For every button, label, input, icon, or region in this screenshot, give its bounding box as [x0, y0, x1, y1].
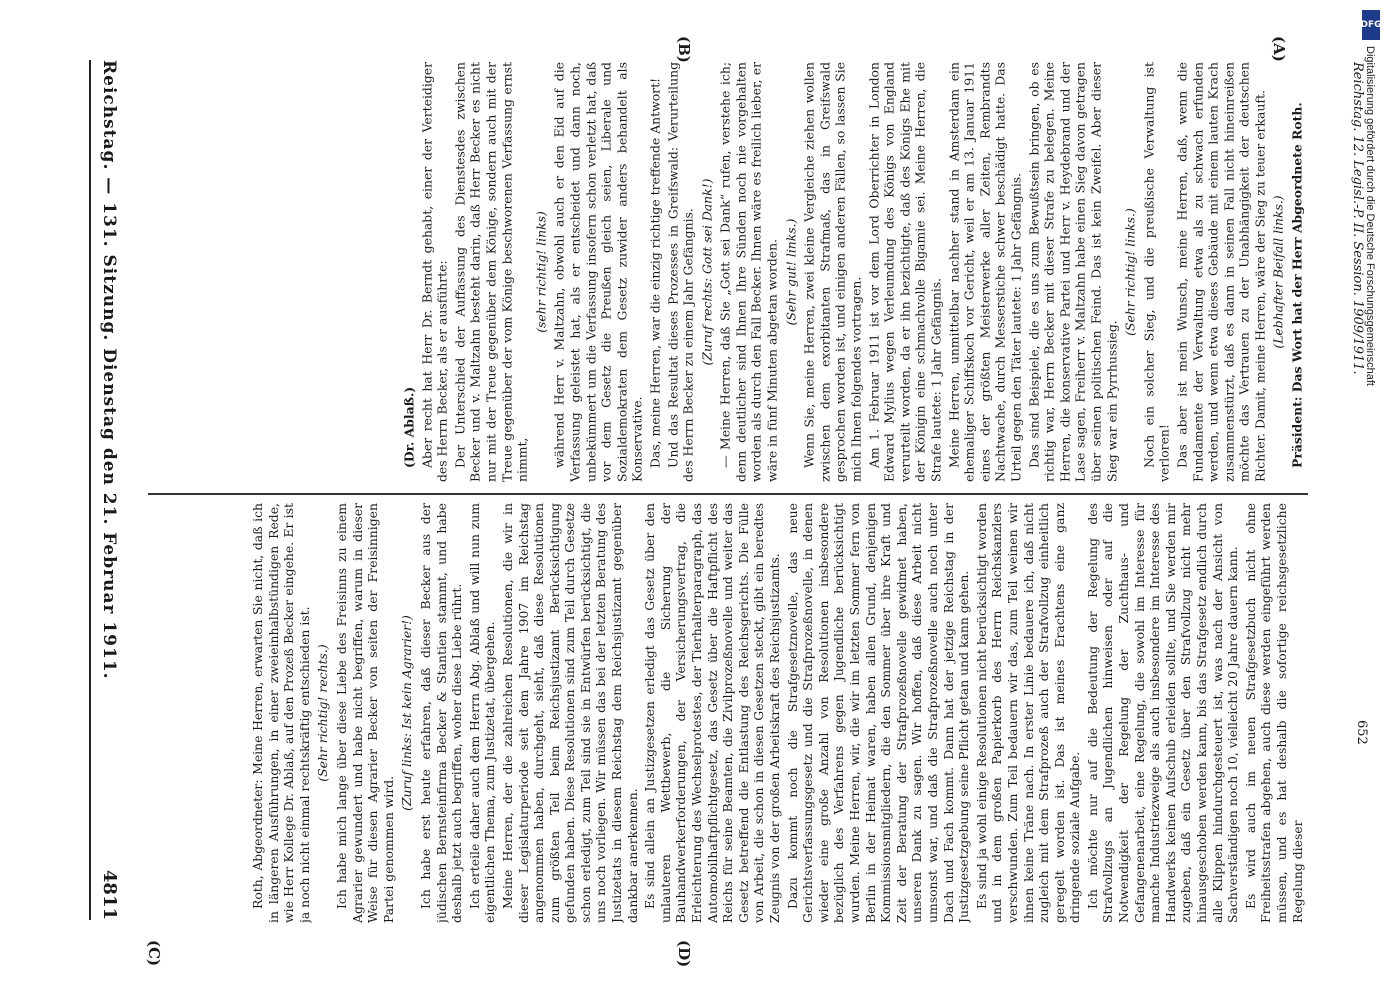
left-column-text	[401, 62, 1305, 482]
paragraph: Ich möchte nur auf die Bedeutung der Regelung des Strafvollzugs an Jugendlichen hinweisen oder auf die Notwendigkeit der Regelung der Zuchthaus- und Gefangenenarbeit, eine Regelung, die sowohl im Interesse für manche Industriezweige als auch insbesondere im Interesse des Handwerks keinen Aufschub erleiden sollte, und Sie werden mir zugeben, daß ein Gesetz über den Strafvollzug nicht mehr hinausgeschoben werden kann, bis das Strafgesetz endlich durch alle Klippen hindurchgesteuert ist, was nach der Ansicht von Sachverständigen noch 10, vielleicht 20 Jahre dauern kann.	[1084, 503, 1241, 923]
paragraph: Der Unterschied der Auffassung des Dienstesdes zwischen Becker und v. Maltzahn besteht darin, daß Herr Becker es nicht nur mit der Treue gegenüber dem Könige, sondern auch mit der Treue gegenüber der vom Könige beschworenen Verfassung ernst nimmt,	[452, 62, 530, 482]
paragraph: Es sind allein an Justizgesetzen erledigt das Gesetz über den unlauteren Wettbewerb, die Sicherung der Bauhandwerkerforderungen, der Versicherungsvertrag, die Erleichterung des Wechselprotestes, der Tierhalterparagraph, das Automobilhaftpflichtgesetz, das Gesetz über die Haftpflicht des Reichs für seine Beamten, die Zivilprozeßnovelle und weiter das Gesetz betreffend die Entlastung des Reichsgerichts. Die Fülle von Arbeit, die schon in diesen Gesetzen steckt, gibt ein beredtes Zeugnis von der großen Arbeitskraft des Reichsjustizamts.	[642, 503, 782, 923]
interjection: (Sehr richtig! rechts.)	[315, 644, 331, 782]
paragraph: Ich habe mich lange über diese Liebe des Freisinns zu einem Agrarier gewundert und habe nicht begriffen, warum in dieser Weise für diesen Agrarier Becker von seiten der Freisinnigen Partei genommen wird.	[333, 503, 396, 923]
interjection: (Sehr gut! links.)	[783, 218, 798, 326]
paragraph: Meine Herren, unmittelbar nachher stand in Amsterdam ein ehemaliger Schiffskoch vor Gericht, weil er am 13. Januar 1911 eines der größten Meisterwerke aller Zeiten, Rembrandts Nachtwache, durch Messerstiche schwer beschädigt hatte. Das Urteil gegen den Täter lautete: 1 Jahr Gefängnis.	[945, 62, 1024, 482]
right-column-text	[250, 503, 1305, 923]
interjection: (sehr richtig! links)	[533, 211, 549, 333]
page-title: Reichstag. — 131. Sitzung. Dienstag den 21. Februar 1911.	[99, 60, 119, 680]
margin-letter-a: (A)	[1270, 36, 1288, 62]
right-text-column	[145, 503, 1305, 923]
paragraph: Es sind ja wohl einige Resolutionen nicht berücksichtigt worden und in dem großen Papierkorb des Herrn Reichskanzlers verschwunden. Zum Teil bedauern wir das, zum Teil weinen wir ihnen keine Träne nach. In erster Linie bedauere ich, daß nicht zugleich mit dem Strafprozeß auch der Strafvollzug einheitlich geregelt worden ist. Das ist meines Erachtens eine ganz dringende soziale Aufgabe.	[973, 503, 1083, 923]
paragraph: — Meine Herren, daß Sie „Gott sei Dank“ rufen, verstehe ich; denn deutlicher sind Ihnen Ihre Sünden noch nie vorgehalten worden als durch den Fall Becker. Ihnen wäre es freilich lieber, er wäre in fünf Minuten abgetan worden.	[717, 62, 780, 482]
paragraph: Ich habe erst heute erfahren, daß dieser Becker aus der jüdischen Bernsteinfirma Becker & Stantien stammt, und habe deshalb jetzt auch begriffen, woher diese Liebe rührt.	[417, 503, 464, 923]
interjection: (Zuruf rechts: Gott sei Dank!)	[699, 178, 715, 366]
paragraph: Das, meine Herren, war die einzig richtige treffende Antwort!	[647, 77, 663, 468]
margin-letter-d: (D)	[675, 940, 693, 968]
paragraph: Dazu kommt noch die Strafgesetznovelle, das neue Gerichtsverfassungsgesetz und die Strafprozeßnovelle, in denen wieder eine große Anzahl von Resolutionen insbesondere bezüglich des Verfahrens gegen Jugendliche berücksichtigt wurden. Meine Herren, wir, die wir im letzten Sommer fern von Berlin in der Heimat waren, haben allen Grund, denjenigen Kommissionsmitgliedern, die den Sommer über ihre Kraft und Zeit der Beratung der Strafprozeßnovelle gewidmet haben, unseren Dank zu sagen. Wir hoffen, daß diese Arbeit nicht umsonst war, und daß die Strafprozeßnovelle auch noch unter Dach und Fach kommt. Dann hat der jetzige Reichstag in der Justizgesetzgebung seine Pflicht getan und kann gehen.	[784, 503, 971, 923]
paragraph: Roth, Abgeordneter: Meine Herren, erwarten Sie nicht, daß ich in längeren Ausführungen, in einer zweieinhalbstündigen Rede, wie Herr Kollege Dr. Ablaß, auf den Prozeß Becker eingehe. Er ist ja noch nicht einmal rechtskräftig entschieden ist.	[249, 503, 312, 923]
margin-letter-b: (B)	[675, 36, 693, 63]
page-number: 4811	[99, 869, 120, 920]
paragraph: während Herr v. Maltzahn, obwohl auch er den Eid auf die Verfassung geleistet hat, als er entscheidet und dann noch, unbekümmert um die Verfassung insofern schon verletzt hat, daß vor dem Gesetz die Preußen gleich seien, Liberale und Sozialdemokraten dem Gesetz zuwider anders behandelt als Konservative.	[551, 62, 645, 482]
paragraph: Wenn Sie, meine Herren, zwei kleine Vergleiche ziehen wollen zwischen dem exorbitanten Strafmaß, das in Greifswald gesprochen worden ist, und einigen anderen Fällen, so lassen Sie mich Ihnen folgendes vortragen.	[801, 62, 864, 482]
sheet-number: 652	[1354, 720, 1369, 745]
paragraph: Noch ein solcher Sieg, und die preußische Verwaltung ist verloren!	[1141, 62, 1172, 482]
digitization-note: Digitalisierung gefördert durch die Deutsche Forschungsgemeinschaft	[1364, 46, 1376, 386]
speaker-reference: (Dr. Ablaß.)	[401, 386, 417, 468]
page-header	[91, 60, 141, 920]
paragraph: Ich erteile daher auch dem Herrn Abg. Ablaß und will nun zum eigentlichen Thema, zum Justizetat, übergehen.	[466, 503, 498, 923]
session-footer: Reichstag. 12. Legisl.-P. II. Session. 1909/1911.	[1350, 62, 1365, 375]
column-divider	[148, 493, 1308, 495]
interjection: (Zuruf links: Ist kein Agrarier!)	[399, 615, 415, 811]
president-line: Präsident: Das Wort hat der Herr Abgeordnete Roth.	[1289, 102, 1305, 468]
interjection: (Sehr richtig! links.)	[1122, 208, 1138, 336]
paragraph: Und das Resultat dieses Prozesses in Greifswald: Verurteilung des Herrn Becker zu einem Jahr Gefängnis.	[664, 62, 696, 482]
paragraph: Aber recht hat Herr Dr. Berndt gehabt, einer der Verteidiger des Herrn Becker, als er ausführte:	[418, 62, 450, 482]
left-text-column	[145, 62, 1305, 482]
paragraph: Am 1. Februar 1911 ist vor dem Lord Oberrichter in London Edward Mylius wegen Verleumdung des Königs von England verurteilt worden, da er ihn bezichtigte, daß des Königs Ehe mit der Königin eine schmachvolle Bigamie sei. Meine Herren, die Strafe lautete: 1 Jahr Gefängnis.	[865, 62, 944, 482]
margin-letter-c: (C)	[145, 940, 163, 967]
paragraph: Es wird auch im neuen Strafgesetzbuch nicht ohne Freiheitsstrafen abgehen, auch diese werden eingeführt werden müssen, und es hat deshalb die sofortige reichsgesetzliche Regelung dieser	[1242, 503, 1305, 923]
paragraph: Das sind Beispiele, die es uns zum Bewußtsein bringen, ob es richtig war, Herrn Becker mit dieser Strafe zu belegen. Meine Herren, die konservative Partei und Herr v. Heydebrand und der Lase sagen, Freiherr v. Maltzahn habe einen Sieg davon getragen über seinen politischen Feind. Das ist kein Zweifel. Aber dieser Sieg war ein Pyrrhussieg.	[1025, 62, 1119, 482]
dfg-stamp	[1362, 10, 1380, 990]
paragraph: Das aber ist mein Wunsch, meine Herren, daß, wenn die Fundamente der Verwaltung etwa als zu schwach erfunden werden, und wenn etwa dieses Gebäude mit einem lauten Krach zusammenstürzt, daß es dann in seinen Fall nicht hineinreißen möchte das Vertrauen zu der Unabhängigkeit der deutschen Richter. Damit, meine Herren, wäre der Sieg zu teuer erkauft.	[1174, 62, 1268, 482]
interjection: (Lebhafter Beifall links.)	[1270, 195, 1286, 349]
dfg-logo: DFG	[1362, 10, 1380, 40]
paragraph: Meine Herren, der die zahlreichen Resolutionen, die wir in dieser Legislaturperiode seit dem Jahre 1907 im Reichstag angenommen haben, durchgeht, sieht, daß diese Resolutionen zum größten Teil beim Reichsjustizamt Berücksichtigung gefunden haben. Diese Resolutionen sind zum Teil durch Gesetze schon erledigt, zum Teil sind sie in Entwürfen berücksichtigt, die uns noch vorliegen. Wir müssen das bei der letzten Beratung des Justizetats in diesem Reichstag dem Reichsjustizamt gegenüber dankbar anerkennen.	[499, 503, 640, 923]
